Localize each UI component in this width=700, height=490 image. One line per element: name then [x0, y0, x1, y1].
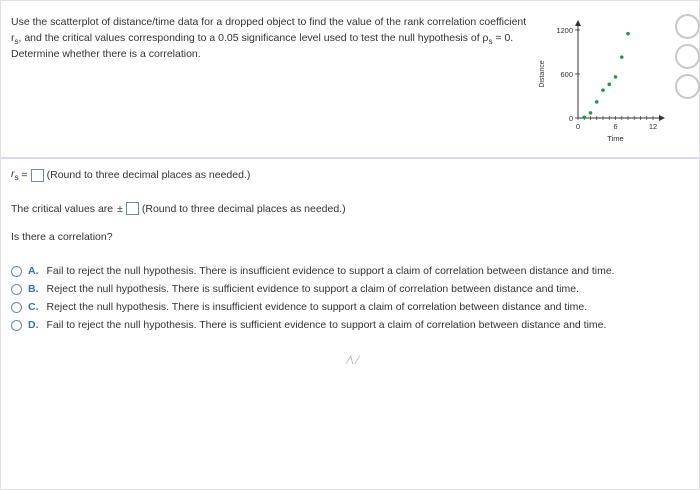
critical-plusminus: ± [117, 202, 123, 215]
option-b-letter: B. [28, 283, 39, 295]
critical-hint: (Round to three decimal places as needed.) [141, 202, 346, 215]
answer-options [11, 262, 615, 334]
option-b-text: Reject the null hypothesis. There is sufficient evidence to support a claim of correlation between distance and time. [46, 283, 579, 295]
question-text [11, 14, 531, 62]
tool-circle-2[interactable] [675, 44, 700, 69]
y-axis-arrow [575, 20, 581, 26]
option-c-text: Reject the null hypothesis. There is insufficient evidence to support a claim of correlation between distance and time. [46, 301, 588, 313]
y-tick-label: 0 [568, 114, 573, 123]
scatter-point [626, 32, 630, 36]
question-part1: Use the scatterplot of distance/time data for a dropped object to find the value of the rank correlation coefficient r [11, 16, 527, 44]
critical-prefix: The critical values are [11, 202, 114, 215]
x-tick-label: 0 [575, 122, 581, 131]
critical-input[interactable] [126, 202, 139, 215]
y-axis-label: Distance [539, 60, 546, 88]
option-c-radio[interactable] [11, 302, 22, 313]
side-tools [670, 14, 700, 104]
rs-equals: = [21, 169, 28, 182]
question-part2: , and the critical values corresponding to a 0.05 significance level used to test the null hypothesis of ρ [18, 32, 489, 44]
rs-label: $r_s$ [11, 168, 19, 183]
option-c-letter: C. [28, 301, 39, 313]
option-a[interactable] [11, 262, 615, 280]
x-tick-label: 12 [648, 122, 658, 131]
divider [0, 157, 700, 159]
option-a-text: Fail to reject the null hypothesis. There is insufficient evidence to support a claim of correlation between distance and time. [46, 265, 615, 277]
x-axis-arrow [659, 115, 665, 121]
correlation-question-text: Is there a correlation? [11, 231, 113, 243]
y-tick-label: 600 [560, 70, 573, 79]
x-tick-label: 6 [613, 122, 618, 131]
loading-spinner-icon: ⁄\ ⁄ [348, 353, 359, 367]
scatter-point [595, 100, 599, 104]
scatter-point [614, 75, 618, 79]
scatterplot[interactable] [530, 18, 670, 158]
y-tick-label: 1200 [556, 26, 573, 35]
question-part3: = 0. Determine whether there is a correlation. [11, 32, 514, 60]
x-axis-label: Time [607, 134, 624, 143]
option-d-letter: D. [28, 319, 39, 331]
option-b-radio[interactable] [11, 284, 22, 295]
rs-answer-line [11, 168, 250, 182]
scatter-point [601, 88, 605, 92]
rs-input[interactable] [31, 169, 44, 182]
tool-circle-1[interactable] [675, 14, 700, 39]
option-c[interactable] [11, 298, 615, 316]
option-d-text: Fail to reject the null hypothesis. There is sufficient evidence to support a claim of correlation between distance and time. [46, 319, 607, 331]
scatter-point [607, 82, 611, 86]
question-sub1: s [14, 37, 19, 47]
scatter-point [620, 55, 624, 59]
correlation-question [11, 231, 113, 243]
scatter-point [589, 111, 593, 115]
option-b[interactable] [11, 280, 615, 298]
option-a-letter: A. [28, 265, 39, 277]
rs-hint: (Round to three decimal places as needed.) [46, 169, 251, 182]
option-d[interactable] [11, 316, 615, 334]
scatterplot-svg [530, 18, 670, 158]
question-sub2: s [488, 37, 493, 47]
tool-circle-3[interactable] [675, 74, 700, 99]
critical-answer-line [11, 202, 346, 215]
scatter-point [582, 115, 586, 119]
option-d-radio[interactable] [11, 320, 22, 331]
option-a-radio[interactable] [11, 266, 22, 277]
